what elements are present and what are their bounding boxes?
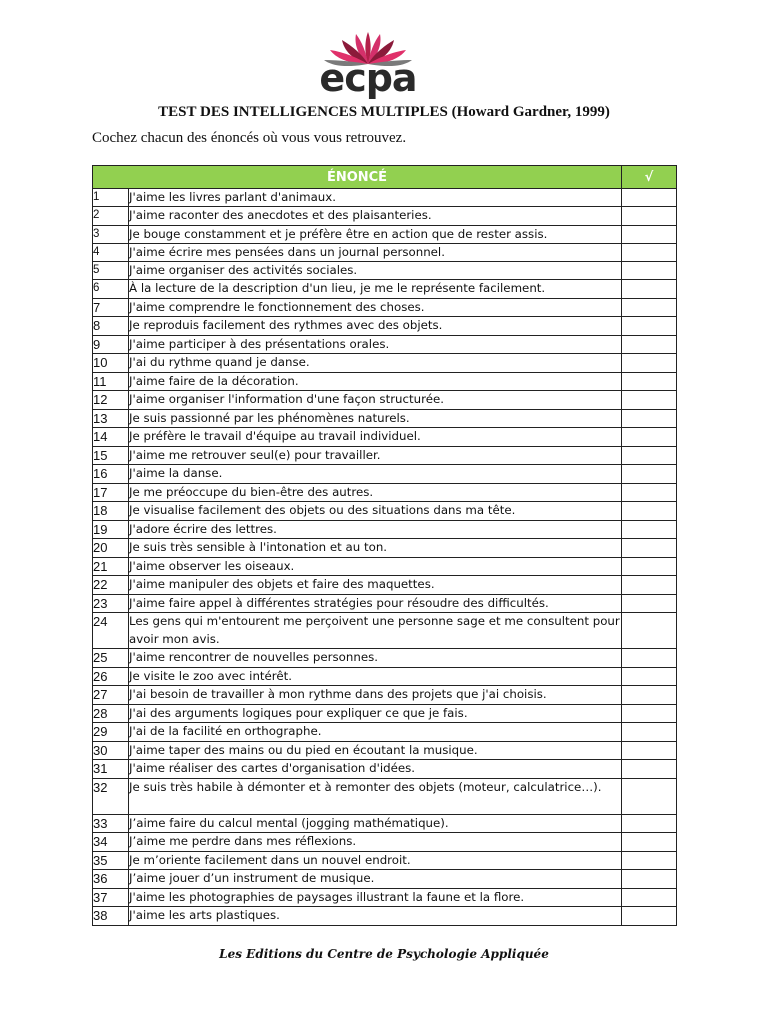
check-cell[interactable] — [622, 317, 677, 336]
table-row — [93, 594, 677, 613]
statement-number: 19 — [93, 520, 129, 539]
statement-text: Les gens qui m'entourent me perçoivent une personne sage et me consultent pour avoir mon avis. — [129, 613, 622, 649]
table-row — [93, 520, 677, 539]
statement-text: J'aime manipuler des objets et faire des maquettes. — [129, 576, 622, 595]
statement-number: 24 — [93, 613, 129, 649]
statement-text: J’aime jouer d’un instrument de musique. — [129, 870, 622, 889]
statement-number: 23 — [93, 594, 129, 613]
check-cell[interactable] — [622, 667, 677, 686]
statement-text: Je reproduis facilement des rythmes avec des objets. — [129, 317, 622, 336]
statement-number: 37 — [93, 888, 129, 907]
table-row — [93, 539, 677, 558]
table-row — [93, 502, 677, 521]
statement-text: Je visite le zoo avec intérêt. — [129, 667, 622, 686]
statement-number: 18 — [93, 502, 129, 521]
check-cell[interactable] — [622, 280, 677, 298]
table-body — [93, 189, 677, 926]
check-cell[interactable] — [622, 833, 677, 852]
statement-number: 7 — [93, 298, 129, 317]
statement-text: J'aime observer les oiseaux. — [129, 557, 622, 576]
statement-number: 2 — [93, 207, 129, 225]
statement-text: À la lecture de la description d'un lieu, je me le représente facilement. — [129, 280, 622, 298]
check-cell[interactable] — [622, 613, 677, 649]
statement-number: 29 — [93, 723, 129, 742]
statement-number: 27 — [93, 686, 129, 705]
statement-number: 22 — [93, 576, 129, 595]
statement-text: J'aime la danse. — [129, 465, 622, 484]
check-cell[interactable] — [622, 483, 677, 502]
check-cell[interactable] — [622, 428, 677, 447]
table-row — [93, 465, 677, 484]
check-cell[interactable] — [622, 851, 677, 870]
check-cell[interactable] — [622, 539, 677, 558]
check-cell[interactable] — [622, 262, 677, 280]
statement-text: J'aime taper des mains ou du pied en écoutant la musique. — [129, 741, 622, 760]
statement-text: J'aime comprendre le fonctionnement des choses. — [129, 298, 622, 317]
table-row — [93, 372, 677, 391]
check-cell[interactable] — [622, 189, 677, 207]
statement-number: 26 — [93, 667, 129, 686]
statement-text: J'ai besoin de travailler à mon rythme dans des projets que j'ai choisis. — [129, 686, 622, 705]
statement-number: 30 — [93, 741, 129, 760]
statement-text: J'aime les arts plastiques. — [129, 907, 622, 926]
check-cell[interactable] — [622, 446, 677, 465]
statement-text: J'aime réaliser des cartes d'organisation d'idées. — [129, 760, 622, 779]
table-row — [93, 851, 677, 870]
table-row — [93, 814, 677, 833]
statement-number: 34 — [93, 833, 129, 852]
statement-number: 16 — [93, 465, 129, 484]
statement-text: J'aime organiser des activités sociales. — [129, 262, 622, 280]
check-cell[interactable] — [622, 723, 677, 742]
statement-text: Je m’oriente facilement dans un nouvel endroit. — [129, 851, 622, 870]
statement-text: J'aime rencontrer de nouvelles personnes. — [129, 649, 622, 668]
statement-text: J'adore écrire des lettres. — [129, 520, 622, 539]
table-row — [93, 576, 677, 595]
statement-number: 5 — [93, 262, 129, 280]
table-row — [93, 613, 677, 649]
table-row — [93, 888, 677, 907]
statement-text: J'aime les photographies de paysages illustrant la faune et la flore. — [129, 888, 622, 907]
check-cell[interactable] — [622, 372, 677, 391]
statement-number: 28 — [93, 704, 129, 723]
statement-text: J'ai du rythme quand je danse. — [129, 354, 622, 373]
statement-number: 11 — [93, 372, 129, 391]
table-row — [93, 262, 677, 280]
table-row — [93, 225, 677, 243]
statement-text: J'aime les livres parlant d'animaux. — [129, 189, 622, 207]
table-row — [93, 409, 677, 428]
check-cell[interactable] — [622, 520, 677, 539]
table-row — [93, 704, 677, 723]
statement-number: 8 — [93, 317, 129, 336]
check-cell[interactable] — [622, 207, 677, 225]
table-row — [93, 189, 677, 207]
statement-number: 35 — [93, 851, 129, 870]
check-cell[interactable] — [622, 391, 677, 410]
statement-text: J'aime faire de la décoration. — [129, 372, 622, 391]
page-title: TEST DES INTELLIGENCES MULTIPLES (Howard Gardner, 1999) — [158, 104, 610, 120]
check-cell[interactable] — [622, 741, 677, 760]
table-row — [93, 778, 677, 814]
statement-number: 21 — [93, 557, 129, 576]
statement-text: J'ai de la facilité en orthographe. — [129, 723, 622, 742]
statement-text: Je visualise facilement des objets ou des situations dans ma tête. — [129, 502, 622, 521]
statement-number: 1 — [93, 189, 129, 207]
ecpa-logo — [308, 30, 428, 98]
statement-text: J'aime raconter des anecdotes et des plaisanteries. — [129, 207, 622, 225]
check-cell[interactable] — [622, 814, 677, 833]
table-row — [93, 335, 677, 354]
statement-number: 4 — [93, 243, 129, 261]
check-cell[interactable] — [622, 594, 677, 613]
statement-number: 33 — [93, 814, 129, 833]
table-row — [93, 760, 677, 779]
statement-number: 25 — [93, 649, 129, 668]
table-row — [93, 280, 677, 298]
check-cell[interactable] — [622, 557, 677, 576]
statement-number: 9 — [93, 335, 129, 354]
table-row — [93, 723, 677, 742]
table-row — [93, 557, 677, 576]
statement-text: J’aime me perdre dans mes réflexions. — [129, 833, 622, 852]
table-row — [93, 317, 677, 336]
statement-number: 10 — [93, 354, 129, 373]
table-row — [93, 870, 677, 889]
table-row — [93, 907, 677, 926]
statement-number: 31 — [93, 760, 129, 779]
header-statement: ÉNONCÉ — [93, 166, 622, 189]
logo-text: ecpa — [319, 56, 417, 100]
statement-text: J'ai des arguments logiques pour expliquer ce que je fais. — [129, 704, 622, 723]
table-row — [93, 649, 677, 668]
statement-number: 20 — [93, 539, 129, 558]
statement-text: Je suis très sensible à l'intonation et au ton. — [129, 539, 622, 558]
check-cell[interactable] — [622, 778, 677, 814]
statement-number: 38 — [93, 907, 129, 926]
check-cell[interactable] — [622, 225, 677, 243]
statements-table — [92, 165, 677, 926]
statement-text: Je bouge constamment et je préfère être en action que de rester assis. — [129, 225, 622, 243]
table-row — [93, 833, 677, 852]
statement-text: Je préfère le travail d'équipe au travail individuel. — [129, 428, 622, 447]
table-row — [93, 483, 677, 502]
check-cell[interactable] — [622, 760, 677, 779]
table-row — [93, 243, 677, 261]
table-row — [93, 354, 677, 373]
statement-number: 14 — [93, 428, 129, 447]
statement-text: J'aime me retrouver seul(e) pour travailler. — [129, 446, 622, 465]
statement-number: 3 — [93, 225, 129, 243]
statement-number: 13 — [93, 409, 129, 428]
check-cell[interactable] — [622, 704, 677, 723]
table-row — [93, 428, 677, 447]
statement-text: J'aime faire appel à différentes stratégies pour résoudre des difficultés. — [129, 594, 622, 613]
statement-text: J'aime écrire mes pensées dans un journal personnel. — [129, 243, 622, 261]
check-cell[interactable] — [622, 354, 677, 373]
check-cell[interactable] — [622, 907, 677, 926]
statement-number: 6 — [93, 280, 129, 298]
statement-text: Je me préoccupe du bien-être des autres. — [129, 483, 622, 502]
statement-number: 15 — [93, 446, 129, 465]
statement-number: 12 — [93, 391, 129, 410]
table-row — [93, 207, 677, 225]
statement-text: Je suis très habile à démonter et à remonter des objets (moteur, calculatrice…). — [129, 778, 622, 814]
table-row — [93, 686, 677, 705]
table-row — [93, 667, 677, 686]
check-cell[interactable] — [622, 576, 677, 595]
statement-text: J'aime participer à des présentations orales. — [129, 335, 622, 354]
statement-text: Je suis passionné par les phénomènes naturels. — [129, 409, 622, 428]
check-cell[interactable] — [622, 649, 677, 668]
statement-number: 36 — [93, 870, 129, 889]
check-cell[interactable] — [622, 502, 677, 521]
statement-text: J’aime faire du calcul mental (jogging mathématique). — [129, 814, 622, 833]
footer-publisher: Les Editions du Centre de Psychologie Appliquée — [219, 947, 549, 961]
header-check: √ — [622, 166, 677, 189]
table-row — [93, 446, 677, 465]
check-cell[interactable] — [622, 686, 677, 705]
statement-number: 32 — [93, 778, 129, 814]
table-row — [93, 391, 677, 410]
check-cell[interactable] — [622, 870, 677, 889]
check-cell[interactable] — [622, 243, 677, 261]
statement-number: 17 — [93, 483, 129, 502]
table-row — [93, 298, 677, 317]
instructions: Cochez chacun des énoncés où vous vous retrouvez. — [92, 130, 407, 146]
check-cell[interactable] — [622, 335, 677, 354]
table-header-row — [93, 166, 677, 189]
check-cell[interactable] — [622, 298, 677, 317]
statement-text: J'aime organiser l'information d'une façon structurée. — [129, 391, 622, 410]
check-cell[interactable] — [622, 409, 677, 428]
table-row — [93, 741, 677, 760]
check-cell[interactable] — [622, 465, 677, 484]
check-cell[interactable] — [622, 888, 677, 907]
